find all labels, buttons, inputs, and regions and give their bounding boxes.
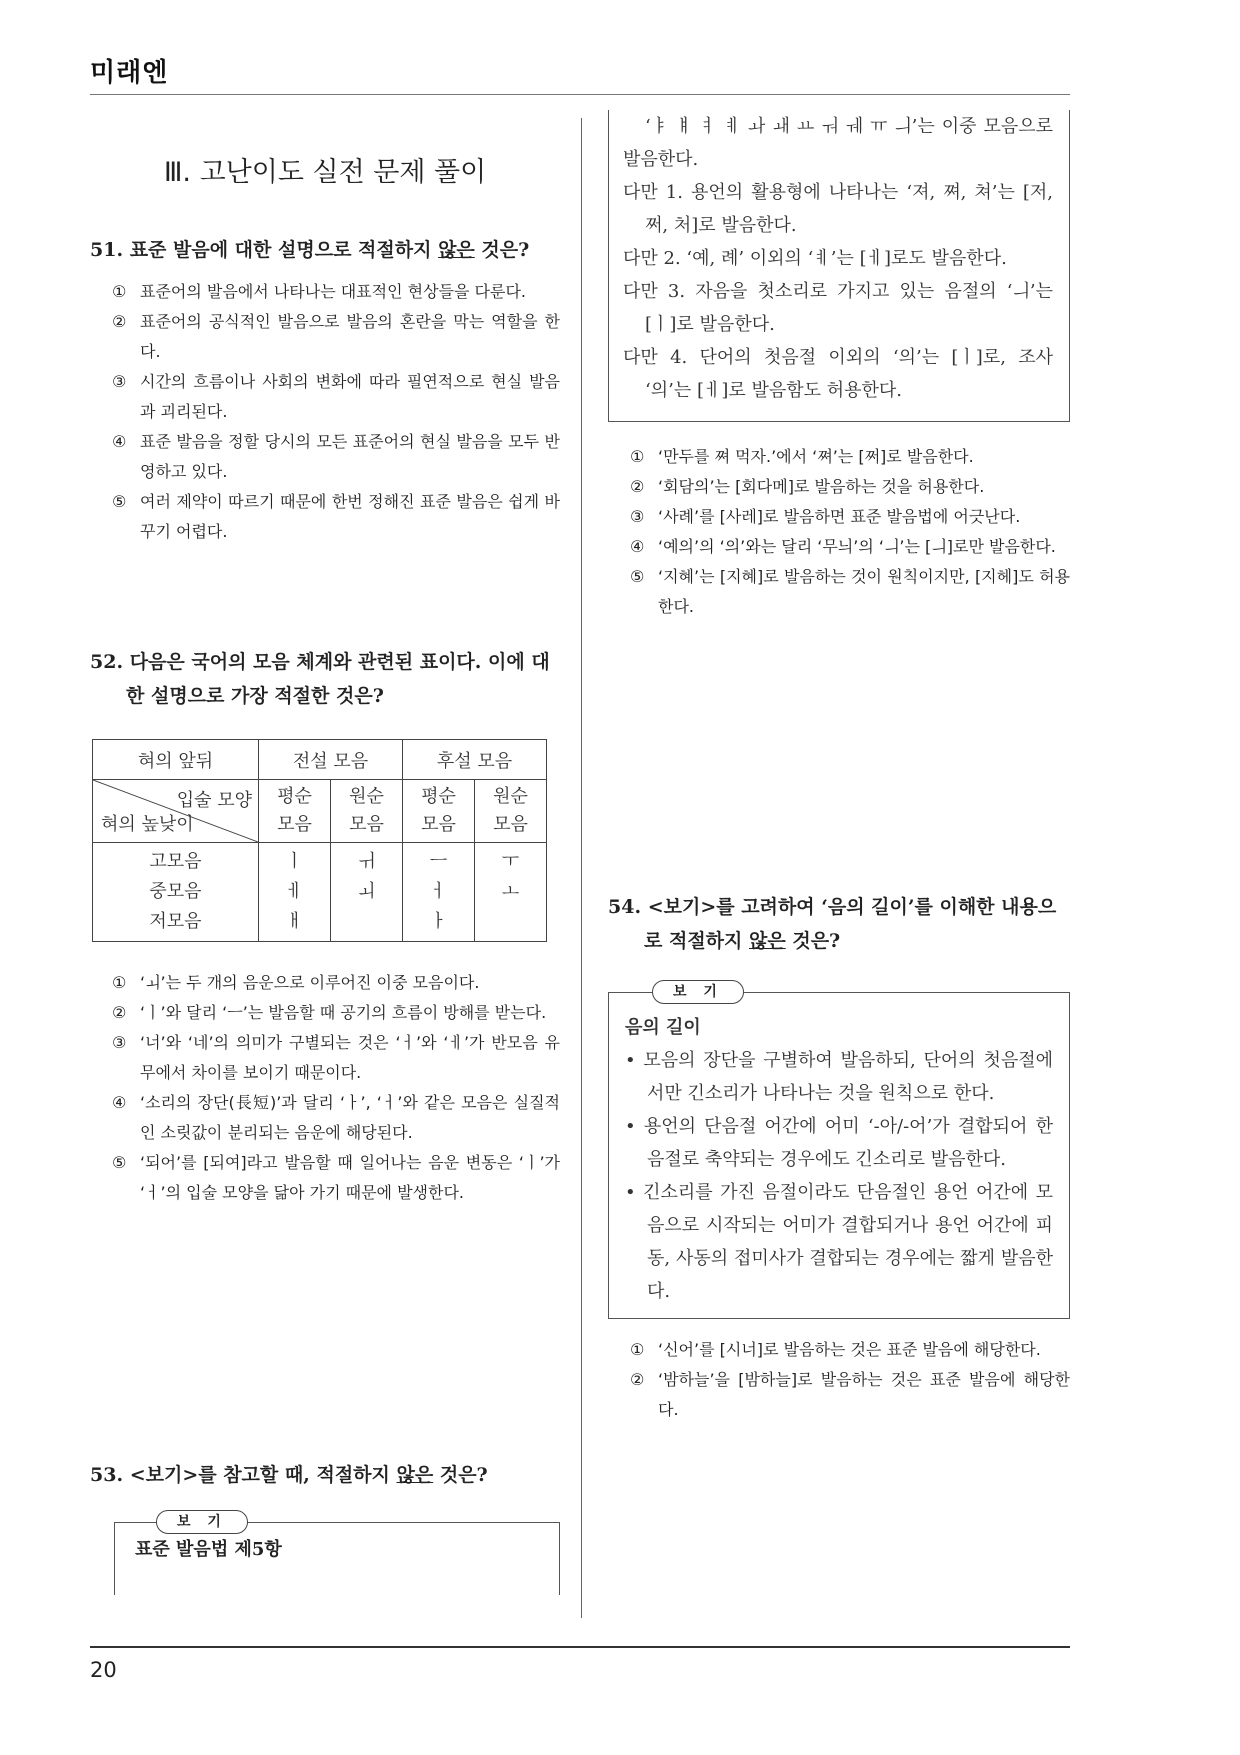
- question-text: 표준 발음에 대한 설명으로 적절하지: [129, 239, 439, 261]
- option-text: 표준 발음을 정할 당시의 모든 표준어의 현실 발음을 모두 반영하고 있다.: [140, 432, 560, 481]
- left-column: [90, 118, 560, 1595]
- option-text: 시간의 흐름이나 사회의 변화에 따라 필연적으로 현실 발음과 괴리된다.: [140, 372, 560, 421]
- option-1[interactable]: [608, 442, 1070, 472]
- option-1[interactable]: [90, 277, 560, 307]
- option-number: ③: [112, 1033, 127, 1052]
- option-text: ‘ㅣ’와 달리 ‘ㅡ’는 발음할 때 공기의 흐름이 방해를 받는다.: [140, 1003, 547, 1022]
- option-number: ②: [630, 1370, 645, 1389]
- option-text: 여러 제약이 따르기 때문에 한번 정해진 표준 발음은 쉽게 바꾸기 어렵다.: [140, 492, 560, 541]
- option-number: ④: [112, 432, 127, 451]
- question-text: <보기>를 고려하여 ‘음의 길이’를 이해한 내용으로 적절하지: [644, 896, 1057, 952]
- bogi-line: 다만 3. 자음을 첫소리로 가지고 있는 음절의 ‘ㅢ’는 [ㅣ]로 발음한다.: [623, 281, 1053, 335]
- option-2[interactable]: [608, 1365, 1070, 1425]
- question-52: [90, 645, 560, 713]
- option-number: ②: [630, 477, 645, 496]
- header-back-vowel: 후설 모음: [403, 740, 547, 780]
- question-text-end: 것은?: [433, 1464, 488, 1486]
- bullet-text: 모음의 장단을 구별하여 발음하되, 단어의 첫음절에서만 긴소리가 나타나는 것을 원칙으로 한다.: [643, 1050, 1053, 1104]
- header-front-vowel: 전설 모음: [259, 740, 403, 780]
- bogi-line: ‘ㅑ ㅒ ㅕ ㅖ ㅘ ㅙ ㅛ ㅝ ㅞ ㅠ ㅢ’는 이중 모음으로 발음한다.: [623, 116, 1053, 170]
- bullet-text: 용언의 단음절 어간에 어미 ‘-아/-어’가 결합되어 한 음절로 축약되는 경우에도 긴소리로 발음한다.: [643, 1116, 1053, 1170]
- q53-options: [608, 442, 1070, 622]
- underlined-word: 않은: [396, 1464, 434, 1486]
- option-number: ③: [630, 507, 645, 526]
- bogi-title: 표준 발음법 제5항: [135, 1539, 282, 1560]
- option-2[interactable]: [608, 472, 1070, 502]
- sub-header-rounded-front: 원순 모음: [331, 780, 403, 843]
- bogi-bullet: • 긴소리를 가진 음절이라도 단음절인 용언 어간에 모음으로 시작되는 어미가 결합되거나 용언 어간에 피동, 사동의 접미사가 결합되는 경우에는 짧게 발음한다.: [625, 1182, 1053, 1302]
- question-number: 53.: [90, 1464, 124, 1486]
- underlined-word: 않은: [438, 239, 475, 261]
- page-number: 20: [90, 1658, 117, 1682]
- option-text: ‘회담의’는 [회다메]로 발음하는 것을 허용한다.: [658, 477, 985, 496]
- option-number: ④: [630, 537, 645, 556]
- option-5[interactable]: [90, 1148, 560, 1208]
- option-5[interactable]: [608, 562, 1070, 622]
- option-4[interactable]: [90, 1088, 560, 1148]
- bogi-label: 보 기: [156, 1510, 248, 1534]
- underlined-word: 않은: [749, 930, 786, 952]
- vowels-unrounded-front: ㅣ ㅔ ㅐ: [259, 843, 331, 942]
- question-54: [608, 890, 1070, 958]
- option-5[interactable]: [90, 487, 560, 547]
- vowel-system-table: [92, 739, 547, 942]
- option-1[interactable]: [90, 968, 560, 998]
- header-tongue-front-back: 혀의 앞뒤: [93, 740, 259, 780]
- option-2[interactable]: [90, 998, 560, 1028]
- option-number: ①: [630, 1340, 645, 1359]
- sub-header-unrounded-back: 평순 모음: [403, 780, 475, 843]
- question-text: <보기>를 참고할 때, 적절하지: [129, 1464, 397, 1486]
- option-number: ④: [112, 1093, 127, 1112]
- option-4[interactable]: [90, 427, 560, 487]
- option-number: ③: [112, 372, 127, 391]
- option-text: 표준어의 공식적인 발음으로 발음의 혼란을 막는 역할을 한다.: [140, 312, 560, 361]
- question-number: 54.: [608, 896, 642, 918]
- footer-rule: [90, 1646, 1070, 1648]
- bullet-text: 긴소리를 가진 음절이라도 단음절인 용언 어간에 모음으로 시작되는 어미가 결합되거나 용언 어간에 피동, 사동의 접미사가 결합되는 경우에는 짧게 발음한다.: [643, 1182, 1053, 1302]
- bogi-box-54: [608, 992, 1070, 1319]
- question-53: [90, 1458, 560, 1492]
- question-number: 51.: [90, 239, 124, 261]
- lip-shape-label: 입술 모양: [176, 790, 252, 811]
- bogi-bullet: • 모음의 장단을 구별하여 발음하되, 단어의 첫음절에서만 긴소리가 나타나는 것을 원칙으로 한다.: [625, 1050, 1053, 1104]
- option-text: ‘밤하늘’을 [밤하늘]로 발음하는 것은 표준 발음에 해당한다.: [658, 1370, 1070, 1419]
- bogi-line: 다만 4. 단어의 첫음절 이외의 ‘의’는 [ㅣ]로, 조사 ‘의’는 [ㅔ]로 발음함도 허용한다.: [623, 347, 1053, 401]
- bogi-box-53-continued: [608, 110, 1070, 422]
- option-text: ‘ㅚ’는 두 개의 음운으로 이루어진 이중 모음이다.: [140, 973, 480, 992]
- option-text: ‘너’와 ‘네’의 의미가 구별되는 것은 ‘ㅓ’와 ‘ㅔ’가 반모음 유무에서 차이를 보이기 때문이다.: [140, 1033, 560, 1082]
- option-text: ‘신어’를 [시너]로 발음하는 것은 표준 발음에 해당한다.: [658, 1340, 1041, 1359]
- option-3[interactable]: [90, 367, 560, 427]
- vowels-rounded-front: ㅟ ㅚ: [331, 843, 403, 942]
- question-text-end: 것은?: [785, 930, 841, 952]
- option-text: ‘되어’를 [되여]라고 발음할 때 일어나는 음운 변동은 ‘ㅣ’가 ‘ㅓ’의 입술 모양을 닮아 가기 때문에 발생한다.: [140, 1153, 560, 1202]
- option-number: ①: [630, 447, 645, 466]
- option-text: ‘소리의 장단(長短)’과 달리 ‘ㅏ’, ‘ㅓ’와 같은 모음은 실질적인 소릿값이 분리되는 음운에 해당된다.: [140, 1093, 560, 1142]
- option-text: ‘사례’를 [사레]로 발음하면 표준 발음법에 어긋난다.: [658, 507, 1021, 526]
- option-text: 표준어의 발음에서 나타나는 대표적인 현상들을 다룬다.: [140, 282, 527, 301]
- row-labels: 고모음 중모음 저모음: [93, 843, 259, 942]
- option-1[interactable]: [608, 1335, 1070, 1365]
- option-number: ⑤: [630, 567, 645, 586]
- sub-header-unrounded-front: 평순 모음: [259, 780, 331, 843]
- option-4[interactable]: [608, 532, 1070, 562]
- option-text: ‘예의’의 ‘의’와는 달리 ‘무늬’의 ‘ㅢ’는 [ㅢ]로만 발음한다.: [658, 537, 1056, 556]
- vowels-unrounded-back: ㅡ ㅓ ㅏ: [403, 843, 475, 942]
- diagonal-header-cell: [93, 780, 259, 843]
- q52-options: [90, 968, 560, 1208]
- header-rule: [90, 94, 1070, 95]
- option-number: ⑤: [112, 1153, 127, 1172]
- bogi-line: 다만 1. 용언의 활용형에 나타나는 ‘져, 쪄, 쳐’는 [저, 쩌, 처]로 발음한다.: [623, 182, 1053, 236]
- option-number: ①: [112, 282, 127, 301]
- bogi-label: 보 기: [652, 980, 744, 1004]
- question-51: [90, 233, 560, 267]
- question-text: 다음은 국어의 모음 체계와 관련된 표이다. 이에 대한 설명으로 가장 적절한 것은?: [126, 651, 550, 707]
- option-number: ②: [112, 312, 127, 331]
- q54-options: [608, 1335, 1070, 1425]
- section-title: Ⅲ. 고난이도 실전 문제 풀이: [163, 157, 487, 188]
- bogi-bullet: • 용언의 단음절 어간에 어미 ‘-아/-어’가 결합되어 한 음절로 축약되는 경우에도 긴소리로 발음한다.: [625, 1116, 1053, 1170]
- publisher-brand: 미래엔: [90, 58, 169, 88]
- vowels-rounded-back: ㅜ ㅗ: [475, 843, 547, 942]
- option-number: ①: [112, 973, 127, 992]
- option-3[interactable]: [608, 502, 1070, 532]
- option-number: ②: [112, 1003, 127, 1022]
- question-number: 52.: [90, 651, 124, 673]
- option-number: ⑤: [112, 492, 127, 511]
- question-text-end: 것은?: [474, 239, 530, 261]
- column-divider: [581, 118, 582, 1618]
- option-3[interactable]: [90, 1028, 560, 1088]
- tongue-height-label: 혀의 높낮이: [101, 814, 194, 835]
- option-text: ‘지혜’는 [지혜]로 발음하는 것이 원칙이지만, [지헤]도 허용한다.: [658, 567, 1070, 616]
- bogi-line: 다만 2. ‘예, 례’ 이외의 ‘ㅖ’는 [ㅔ]로도 발음한다.: [623, 248, 1007, 269]
- sub-header-rounded-back: 원순 모음: [475, 780, 547, 843]
- right-column: [608, 110, 1070, 1425]
- bogi-title: 음의 길이: [625, 1017, 701, 1038]
- option-text: ‘만두를 쪄 먹자.’에서 ‘쪄’는 [쩌]로 발음한다.: [658, 447, 974, 466]
- q51-options: [90, 277, 560, 547]
- option-2[interactable]: [90, 307, 560, 367]
